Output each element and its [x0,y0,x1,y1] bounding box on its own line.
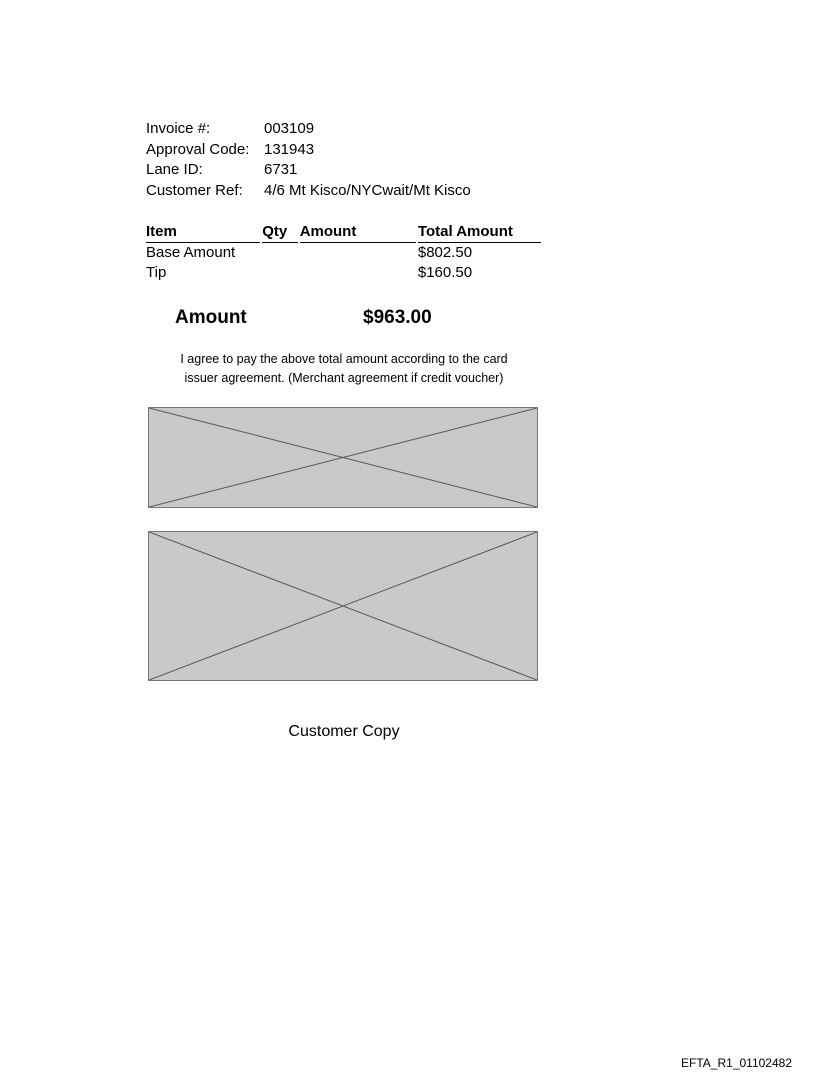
approval-code-value: 131943 [264,140,315,158]
row-qty [262,243,299,263]
row-amount [300,263,418,283]
approval-code-row [146,140,471,161]
header-item: Item [146,222,260,243]
grand-total-value: $963.00 [363,307,432,328]
copy-label: Customer Copy [288,723,400,740]
image-placeholder-bottom [148,531,538,681]
header-total-amount: Total Amount [418,222,541,243]
table-header [146,222,541,243]
grand-total-label: Amount [175,307,247,328]
header-qty: Qty [262,222,297,243]
row-total: $160.50 [417,264,473,281]
row-item: Base Amount [146,244,236,261]
invoice-value: 003109 [264,120,315,137]
receipt-details [146,119,471,201]
lane-id-value: 6731 [264,161,298,178]
row-total: $802.50 [417,244,473,261]
customer-ref-row [146,181,471,202]
document-id: EFTA_R1_01102482 [681,1056,792,1070]
row-item: Tip [146,264,167,281]
invoice-label: Invoice #: [146,120,211,137]
agreement-text [146,350,542,388]
customer-ref-value: 4/6 Mt Kisco/NYCwait/Mt Kisco [264,181,471,199]
agreement-line-2: issuer agreement. (Merchant agreement if credit voucher) [184,371,504,385]
lane-id-row [146,160,471,181]
table-row [146,243,541,263]
approval-code-label: Approval Code: [146,140,250,158]
customer-ref-label: Customer Ref: [146,181,243,199]
placeholder-cross-icon [149,532,537,680]
row-amount [300,243,418,263]
placeholder-cross-icon [149,408,537,507]
table-row [146,263,541,283]
lane-id-label: Lane ID: [146,161,203,178]
agreement-line-1: I agree to pay the above total amount according to the card [180,352,508,366]
row-qty [262,263,299,283]
line-items-table [146,222,541,283]
invoice-row [146,119,471,140]
header-amount: Amount [300,222,416,243]
image-placeholder-top [148,407,538,508]
